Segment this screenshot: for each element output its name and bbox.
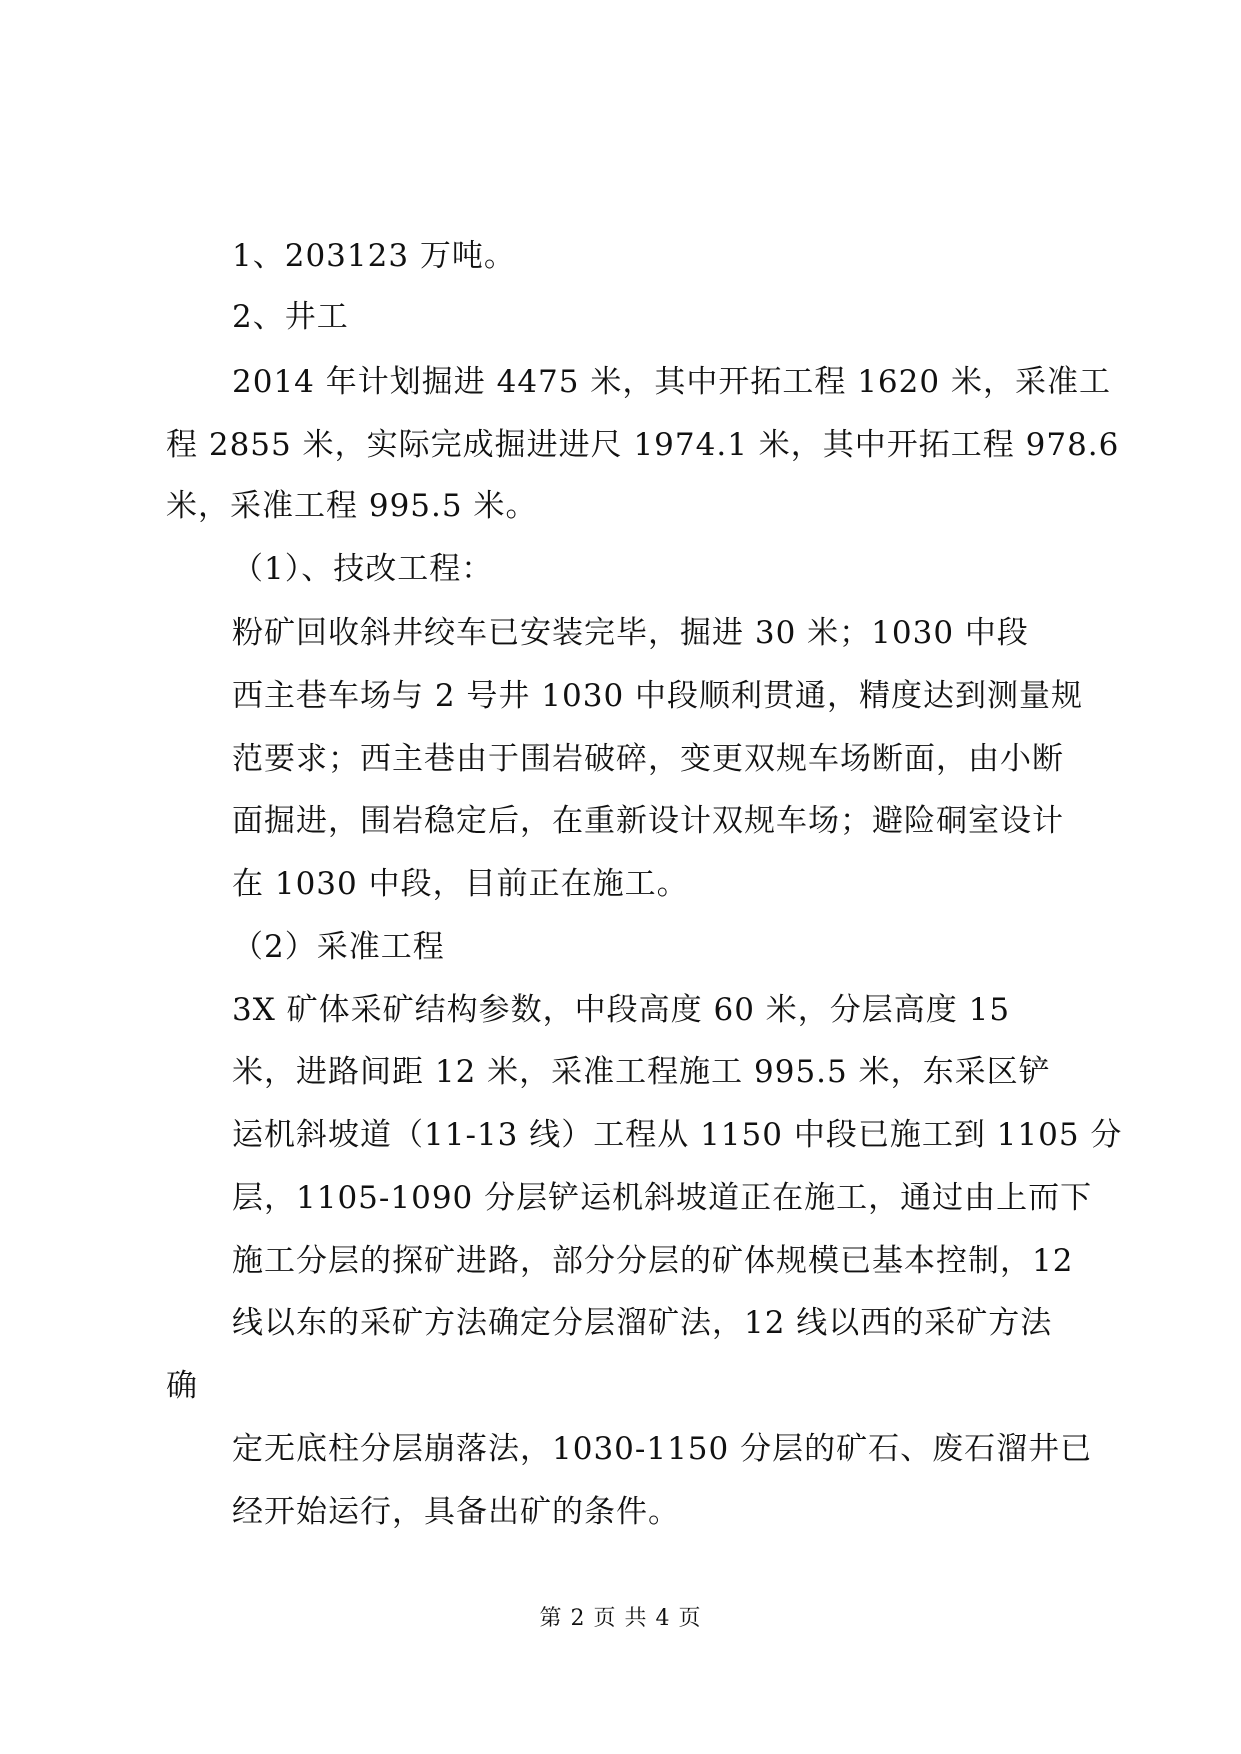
text-line: 定无底柱分层崩落法，1030-1150 分层的矿石、废石溜井已 — [232, 1431, 1093, 1467]
text-line: 程 2855 米，实际完成掘进进尺 1974.1 米，其中开拓工程 978.6 — [166, 427, 1120, 463]
text-line: 粉矿回收斜井绞车已安装完毕，掘进 30 米；1030 中段 — [232, 615, 1029, 651]
text-line: 1、203123 万吨。 — [232, 238, 516, 274]
page-number-footer: 第 2 页 共 4 页 — [539, 1606, 702, 1631]
text-line: 面掘进，围岩稳定后，在重新设计双规车场；避险硐室设计 — [232, 803, 1064, 839]
text-line: 西主巷车场与 2 号井 1030 中段顺利贯通，精度达到测量规 — [232, 678, 1084, 714]
text-line: 施工分层的探矿进路，部分分层的矿体规模已基本控制，12 — [232, 1243, 1074, 1279]
text-line: 层，1105-1090 分层铲运机斜坡道正在施工，通过由上而下 — [232, 1180, 1093, 1216]
text-line: 线以东的采矿方法确定分层溜矿法，12 线以西的采矿方法 — [232, 1305, 1053, 1341]
text-line: 米，进路间距 12 米，采准工程施工 995.5 米，东采区铲 — [232, 1054, 1051, 1090]
text-line: （1）、技改工程： — [232, 551, 494, 587]
text-line: 米，采准工程 995.5 米。 — [166, 488, 538, 524]
text-line: （2）采准工程 — [232, 929, 445, 965]
text-line: 3X 矿体采矿结构参数，中段高度 60 米，分层高度 15 — [232, 992, 1011, 1028]
text-line: 范要求；西主巷由于围岩破碎，变更双规车场断面，由小断 — [232, 741, 1064, 777]
text-line: 2、井工 — [232, 299, 349, 335]
text-line: 经开始运行，具备出矿的条件。 — [232, 1494, 680, 1530]
text-line: 在 1030 中段，目前正在施工。 — [232, 866, 689, 902]
text-line: 确 — [166, 1368, 198, 1404]
text-line: 2014 年计划掘进 4475 米，其中开拓工程 1620 米，采准工 — [232, 364, 1111, 400]
text-line: 运机斜坡道（11-13 线）工程从 1150 中段已施工到 1105 分 — [232, 1117, 1123, 1153]
